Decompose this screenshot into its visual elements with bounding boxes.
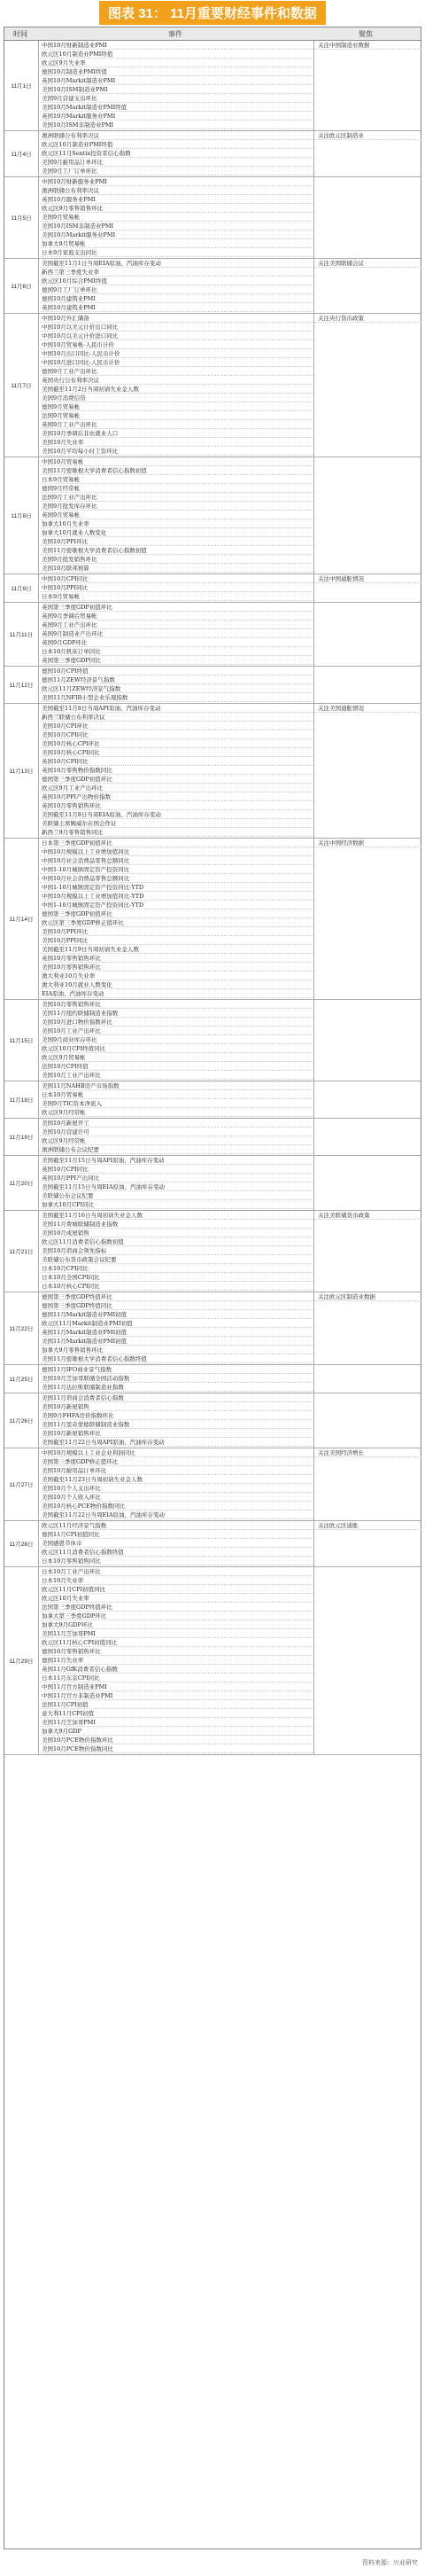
row-events: [38, 603, 313, 665]
event-item: 欧元区10月制造业PMI终值: [38, 50, 313, 59]
event-item: 美国11月纽约联储制造业指数: [38, 1009, 313, 1018]
event-item: 新西兰联储公布利率决议: [38, 713, 313, 722]
event-item: 英国9月季调后贸易帐: [38, 612, 313, 621]
table-row: [4, 177, 421, 259]
row-focus: [313, 1521, 421, 1566]
event-item: 美国截至11月15日当周EIA原油、汽油库存变动: [38, 1183, 313, 1191]
table-row: [4, 839, 421, 1000]
row-date: 11月18日: [4, 1081, 39, 1118]
event-item: 德国11月Markit制造业PMI初值: [38, 1310, 313, 1319]
event-item: 加拿大10月CPI同比: [38, 1200, 313, 1209]
row-events: [38, 1119, 313, 1154]
event-item: 美国9月工厂订单环比: [38, 167, 313, 176]
row-date: 11月7日: [4, 314, 39, 457]
event-item: 德国第三季度GDP终值环比: [38, 1292, 313, 1301]
event-item: 英国央行公布利率决议: [38, 376, 313, 385]
event-item: 中国10月以美元计价出口同比: [38, 323, 313, 332]
title-bar: [0, 0, 425, 25]
event-item: 英国10月服务业PMI: [38, 195, 313, 204]
row-focus: [313, 1211, 421, 1292]
event-item: 美国9月消费信贷: [38, 394, 313, 402]
table-row: [4, 1119, 421, 1156]
row-date: 11月21日: [4, 1211, 39, 1292]
event-item: 中国10月贸易帐: [38, 457, 313, 466]
event-item: 加拿大9月零售销售环比: [38, 1346, 313, 1354]
row-date: 11月5日: [4, 177, 39, 258]
table-header: [4, 27, 421, 41]
table-row: [4, 1081, 421, 1119]
row-focus: [313, 41, 421, 130]
event-item: 英国10月PPI产出同比: [38, 1174, 313, 1183]
row-events: [38, 1365, 313, 1392]
event-item: 美国9月耐用品订单环比: [38, 158, 313, 167]
event-item: 德国11月IFO商业景气指数: [38, 1365, 313, 1374]
row-events: [38, 259, 313, 312]
event-item: 欧元区9月经常帐: [38, 1108, 313, 1117]
event-item: 德国11月失业率: [38, 1656, 313, 1665]
event-item: 日本10月核心CPI同比: [38, 1282, 313, 1291]
row-events: [38, 314, 313, 456]
row-focus: [313, 1292, 421, 1364]
event-item: 美国10月新屋销售: [38, 1402, 313, 1411]
page-title: 图表 31： 11月重要财经事件和数据: [99, 1, 326, 25]
row-focus: [313, 177, 421, 258]
event-item: 美国10月平均每小时工资环比: [38, 447, 313, 456]
table-row: [4, 667, 421, 704]
event-item: 新西兰第三季度失业率: [38, 268, 313, 277]
event-item: 美国11月费城联储制造业指数: [38, 1220, 313, 1229]
event-item: 美联储主席鲍威尔在国会作证: [38, 819, 313, 828]
focus-item: 关注美联储货币政策: [314, 1211, 421, 1220]
row-date: 11月22日: [4, 1292, 39, 1364]
event-item: 加拿大10月失业率: [38, 519, 313, 528]
event-item: 美国10月核心CPI同比: [38, 748, 313, 757]
event-item: 欧元区10月失业率: [38, 1594, 313, 1603]
event-item: 英国10月CPI同比: [38, 757, 313, 766]
event-item: 德国10月零售销售环比: [38, 1647, 313, 1656]
row-events: [38, 1521, 313, 1565]
event-item: 美国10月耐用品订单环比: [38, 1466, 313, 1475]
table-body: [4, 41, 421, 1755]
event-item: 美国10月失业率: [38, 438, 313, 447]
event-item: 意大利11月CPI初值: [38, 1709, 313, 1718]
focus-item: 关注美国经济增长: [314, 1448, 421, 1457]
row-date: 11月26日: [4, 1393, 39, 1448]
event-item: 美国截至11月22日当周EIA原油、汽油库存变动: [38, 1510, 313, 1519]
event-item: 中国10月社会消费品零售总额同比: [38, 874, 313, 883]
event-item: 英国10月Markit服务业PMI: [38, 112, 313, 121]
event-item: 中国11月官方非制造业PMI: [38, 1691, 313, 1700]
event-item: 欧元区9月贸易帐: [38, 1053, 313, 1062]
table-row: [4, 131, 421, 177]
row-date: 11月15日: [4, 1000, 39, 1081]
table-row: [4, 1448, 421, 1521]
event-item: 美国截至11月9日当周初请失业金人数: [38, 945, 313, 954]
event-item: 澳洲联储公布利率决议: [38, 186, 313, 195]
event-item: 英国10月建筑业PMI: [38, 303, 313, 312]
row-date: 11月25日: [4, 1365, 39, 1393]
event-item: 美国11月密歇根大学消费者信心指数终值: [38, 1354, 313, 1363]
event-item: 欧元区11月消费者信心指数初值: [38, 1237, 313, 1246]
event-item: 美国10月ISM制造业PMI: [38, 85, 313, 94]
event-item: 日本10月贸易帐: [38, 1090, 313, 1099]
event-item: 英国9月工业产出环比: [38, 621, 313, 629]
row-events: [38, 1156, 313, 1209]
event-item: 中国1-10月城镇固定资产投资同比: [38, 865, 313, 874]
table-row: [4, 1000, 421, 1081]
event-item: 英国10月CPI同比: [38, 1165, 313, 1174]
event-item: 欧元区9月经常帐: [38, 1136, 313, 1145]
row-events: [38, 1081, 313, 1117]
event-item: 美国10月营建许可: [38, 1128, 313, 1136]
row-focus: [313, 1567, 421, 1754]
event-item: 中国10月进口同比-人民币计价: [38, 358, 313, 367]
event-item: 美国9月TIC资本净流入: [38, 1099, 313, 1108]
event-item: 欧元区9月零售销售环比: [38, 204, 313, 213]
table-row: [4, 41, 421, 131]
event-item: 德国9月工业产出环比: [38, 367, 313, 376]
event-item: 欧元区10月CPI终值同比: [38, 1044, 313, 1053]
event-item: 美国10月零售销售环比: [38, 963, 313, 972]
table-row: [4, 574, 421, 603]
event-item: 美国11月谘商会消费者信心指数: [38, 1393, 313, 1402]
row-focus: [313, 704, 421, 838]
event-item: 美国10月核心CPI环比: [38, 739, 313, 748]
focus-item: 关注中国制造业数据: [314, 41, 421, 50]
row-date: 11月28日: [4, 1521, 39, 1566]
event-item: 美国10月Markit制造业PMI终值: [38, 103, 313, 112]
row-date: 11月8日: [4, 457, 39, 574]
event-item: 美国10月ISM非制造业PMI: [38, 222, 313, 230]
row-date: 11月12日: [4, 667, 39, 703]
event-item: 美国10月Markit服务业PMI: [38, 230, 313, 239]
event-item: 美国截至11月15日当周API原油、汽油库存变动: [38, 1156, 313, 1165]
event-item: 美国9月批发销售环比: [38, 555, 313, 564]
row-focus: [313, 603, 421, 666]
event-item: 日本9月家庭支出同比: [38, 248, 313, 257]
focus-item: 关注欧元区通胀: [314, 1521, 421, 1530]
event-item: 美国11月芝加哥PMI: [38, 1629, 313, 1638]
event-item: 德国第三季度GDP初值环比: [38, 909, 313, 918]
event-item: 美国9月商业库存环比: [38, 1035, 313, 1044]
event-item: 美联储公布货币政策会议纪要: [38, 1255, 313, 1264]
event-item: 中国10月财新制造业PMI: [38, 41, 313, 50]
row-focus: [313, 131, 421, 176]
row-date: 11月13日: [4, 704, 39, 838]
table-row: [4, 314, 421, 457]
event-item: 欧元区10月制造业PMI终值: [38, 140, 313, 149]
event-item: 法国9月贸易帐: [38, 411, 313, 420]
event-item: 美国10月季调后非农就业人口: [38, 429, 313, 438]
event-item: 加拿大9月GDP环比: [38, 1620, 313, 1629]
event-item: 英国第三季度GDP初值环比: [38, 603, 313, 612]
focus-item: 关注美国联储会议: [314, 259, 421, 268]
table-row: [4, 603, 421, 667]
event-item: 德国11月ZEW经济景气指数: [38, 675, 313, 684]
row-events: [38, 839, 313, 998]
event-item: 英国9月制造业产出环比: [38, 629, 313, 638]
row-focus: [313, 314, 421, 457]
event-item: 美联储公布会议纪要: [38, 1191, 313, 1200]
event-item: 日本10月零售销售同比: [38, 1557, 313, 1565]
event-item: 欧元区11月Sentix投资者信心指数: [38, 149, 313, 158]
event-item: 欧元区11月CPI初值同比: [38, 1585, 313, 1594]
event-item: 德国10月制造业PMI终值: [38, 67, 313, 76]
event-item: 英国11月Markit制造业PMI初值: [38, 1328, 313, 1337]
event-item: 美国10月工业产出环比: [38, 1026, 313, 1035]
event-item: 美国11月NAHB房产市场指数: [38, 1081, 313, 1090]
source-note: 资料来源：兴业研究: [362, 2560, 418, 2566]
event-item: 美国11月里奇蒙德联储制造业指数: [38, 1420, 313, 1429]
event-item: 法国10月CPI终值: [38, 1062, 313, 1071]
event-item: 法国11月CPI初值: [38, 1700, 313, 1709]
event-item: 美国11月芝加哥PMI: [38, 1718, 313, 1727]
event-item: 美国10月PCE物价指数环比: [38, 1736, 313, 1745]
event-item: 德国10月CPI终值: [38, 667, 313, 675]
event-item: 澳洲联储公布利率决议: [38, 131, 313, 140]
table-row: [4, 259, 421, 314]
row-focus: [313, 259, 421, 313]
event-item: 美国10月ISM非制造业PMI: [38, 121, 313, 129]
table-row: [4, 1521, 421, 1567]
event-item: 美国10月CPI环比: [38, 722, 313, 730]
row-focus: [313, 1081, 421, 1118]
event-item: 美国10月进口物价指数环比: [38, 1018, 313, 1026]
row-date: 11月27日: [4, 1448, 39, 1520]
event-item: 美国截至11月16日当周初请失业金人数: [38, 1211, 313, 1220]
event-item: 美国截至11月8日当周EIA原油、汽油库存变动: [38, 810, 313, 819]
row-date: 11月19日: [4, 1119, 39, 1155]
event-item: 中国10月社会消费品零售总额同比: [38, 856, 313, 865]
focus-item: 关注美国通胀情况: [314, 704, 421, 713]
row-focus: [313, 457, 421, 574]
event-item: 德国9月工厂订单环比: [38, 285, 313, 294]
event-item: 欧元区9月失业率: [38, 59, 313, 67]
event-item: 德国9月经常帐: [38, 484, 313, 493]
row-date: 11月6日: [4, 259, 39, 313]
event-item: 美国10月个人收入环比: [38, 1493, 313, 1502]
event-item: 日本10月工业产出环比: [38, 1567, 313, 1576]
event-item: 德国第三季度GDP初值环比: [38, 775, 313, 784]
event-item: 中国10月出口同比-人民币计价: [38, 349, 313, 358]
event-item: 中国10月规模以上工业增加值同比: [38, 847, 313, 856]
header-time: 时间: [13, 30, 27, 38]
row-events: [38, 667, 313, 702]
event-item: 加拿大9月贸易帐: [38, 239, 313, 248]
row-events: [38, 704, 313, 837]
row-events: [38, 1211, 313, 1291]
row-events: [38, 457, 313, 573]
row-events: [38, 1567, 313, 1753]
event-item: 欧元区11月ZEW经济景气指数: [38, 684, 313, 693]
event-item: 美国10月芝加哥联储全国活动指数: [38, 1374, 313, 1383]
table-row: [4, 1211, 421, 1292]
table-row: [4, 1393, 421, 1448]
event-item: 美国第三季度GDP修正值环比: [38, 1457, 313, 1466]
focus-item: 关注中国经济数据: [314, 839, 421, 847]
event-item: 中国11月官方制造业PMI: [38, 1682, 313, 1691]
row-events: [38, 574, 313, 601]
event-item: 日本10月机床订单同比: [38, 647, 313, 656]
table-row: [4, 704, 421, 839]
event-item: 美国10月CPI同比: [38, 730, 313, 739]
event-item: 欧元区11月Markit制造业PMI初值: [38, 1319, 313, 1328]
header-focus: 聚焦: [359, 30, 373, 38]
event-item: 英国10月零售销售环比: [38, 954, 313, 963]
event-item: 欧元区10月综合PMI终值: [38, 277, 313, 285]
event-item: 美国10月谘商会领先指标: [38, 1246, 313, 1255]
event-item: 加拿大10月就业人数变化: [38, 528, 313, 537]
row-date: 11月11日: [4, 603, 39, 666]
event-item: 中国10月财新服务业PMI: [38, 177, 313, 186]
event-item: 美国9月营建支出环比: [38, 94, 313, 103]
event-item: 日本10月失业率: [38, 1576, 313, 1585]
row-events: [38, 131, 313, 176]
event-item: 美国截至11月8日当周API原油、汽油库存变动: [38, 704, 313, 713]
event-item: 欧元区11月核心CPI初值同比: [38, 1638, 313, 1647]
row-events: [38, 1292, 313, 1363]
row-events: [38, 1448, 313, 1519]
event-item: 英国10月Markit制造业PMI: [38, 76, 313, 85]
focus-item: 关注央行货币政策: [314, 314, 421, 323]
focus-item: 关注欧元区制造业数据: [314, 1292, 421, 1301]
row-date: 11月1日: [4, 41, 39, 130]
event-item: 美国10月PPI环比: [38, 927, 313, 936]
row-focus: [313, 574, 421, 602]
event-item: 加拿大第三季度GDP环比: [38, 1612, 313, 1620]
event-item: 美国10月PPI环比: [38, 537, 313, 546]
event-item: 中国10月贸易帐-人民币计价: [38, 340, 313, 349]
row-date: 11月4日: [4, 131, 39, 176]
table-row: [4, 1567, 421, 1755]
event-item: 澳大利亚10月就业人数变化: [38, 980, 313, 989]
event-item: 德国11月CPI初值同比: [38, 1530, 313, 1539]
event-item: 美国10月新屋开工: [38, 1119, 313, 1128]
event-item: 加拿大9月GDP: [38, 1727, 313, 1736]
event-item: 中国1-10月城镇固定资产投资同比-YTD: [38, 901, 313, 909]
event-item: 美国11月密歇根大学消费者信心指数初值: [38, 466, 313, 475]
event-item: 日本11月东京CPI同比: [38, 1674, 313, 1682]
event-item: 日本10月全国CPI同比: [38, 1273, 313, 1282]
event-item: 德国9月贸易帐: [38, 402, 313, 411]
event-item: 美国9月贸易帐: [38, 213, 313, 222]
event-item: 美国10月联邦预算: [38, 564, 313, 573]
table-row: [4, 1365, 421, 1393]
event-item: 欧元区第三季度GDP修正值环比: [38, 918, 313, 927]
event-item: 美国10月工业产出环比: [38, 1071, 313, 1080]
event-item: 美国截至11月1日当周EIA原油、汽油库存变动: [38, 259, 313, 268]
event-item: 美国11月达拉斯联储制造业指数: [38, 1383, 313, 1392]
row-focus: [313, 667, 421, 703]
row-focus: [313, 1393, 421, 1448]
event-item: 新西兰9月零售销售同比: [38, 828, 313, 837]
event-item: 美国10月零售销售环比: [38, 1000, 313, 1009]
event-item: 美国11月NFIB小型企业乐观指数: [38, 693, 313, 702]
event-item: 中国10月以美元计价进口同比: [38, 332, 313, 340]
event-item: 美国11月密歇根大学消费者信心指数初值: [38, 546, 313, 555]
event-item: 中国10月外汇储备: [38, 314, 313, 323]
event-item: 美国截至11月23日当周初请失业金人数: [38, 1475, 313, 1484]
table-row: [4, 457, 421, 574]
event-item: 美国感恩节休市: [38, 1539, 313, 1548]
event-item: 中国10月规模以上工业企业利润同比: [38, 1448, 313, 1457]
event-item: 美国10月成屋销售: [38, 1229, 313, 1237]
event-item: 美国截至11月22日当周API原油、汽油库存变动: [38, 1438, 313, 1447]
event-item: 澳洲联储公布会议纪要: [38, 1145, 313, 1154]
header-event: 事件: [168, 30, 182, 38]
event-item: 美国截至11月2日当周初请失业金人数: [38, 385, 313, 394]
row-events: [38, 1393, 313, 1447]
event-item: 美国10月PPI同比: [38, 936, 313, 945]
event-item: 日本9月贸易帐: [38, 592, 313, 601]
event-item: 中国10月规模以上工业增加值同比-YTD: [38, 892, 313, 901]
row-events: [38, 41, 313, 129]
events-table: [4, 27, 421, 2549]
event-item: 英国10月零售物价指数同比: [38, 766, 313, 775]
event-item: 日本10月CPI同比: [38, 1264, 313, 1273]
row-events: [38, 1000, 313, 1080]
event-item: 美国9月FHFA房价指数环比: [38, 1411, 313, 1420]
row-date: 11月20日: [4, 1156, 39, 1210]
event-item: 美国10月PCE物价指数同比: [38, 1745, 313, 1753]
event-item: 德国10月建筑业PMI: [38, 294, 313, 303]
row-date: 11月14日: [4, 839, 39, 999]
event-item: 英国10月PPI产出物价指数: [38, 792, 313, 801]
event-item: 法国9月工业产出环比: [38, 493, 313, 502]
event-item: 欧元区11月消费者信心指数终值: [38, 1548, 313, 1557]
event-item: 美国10月核心PCE物价指数同比: [38, 1502, 313, 1510]
event-item: 美国9月批发库存环比: [38, 502, 313, 511]
event-item: 英国9月GDP环比: [38, 638, 313, 647]
event-item: EIA原油、汽油库存变动: [38, 989, 313, 998]
row-date: 11月9日: [4, 574, 39, 602]
event-item: 英国10月零售销售环比: [38, 801, 313, 810]
row-date: 11月29日: [4, 1567, 39, 1754]
row-focus: [313, 1119, 421, 1155]
event-item: 澳大利亚10月失业率: [38, 972, 313, 980]
row-events: [38, 177, 313, 257]
row-focus: [313, 1365, 421, 1393]
event-item: 法国第三季度GDP终值环比: [38, 1603, 313, 1612]
row-focus: [313, 1448, 421, 1520]
focus-item: 关注欧元区制造业: [314, 131, 421, 140]
event-item: 中国10月PPI同比: [38, 583, 313, 592]
event-item: 美国10月新屋销售环比: [38, 1429, 313, 1438]
event-item: 日本9月贸易帐: [38, 475, 313, 484]
event-item: 中国10月CPI同比: [38, 574, 313, 583]
table-row: [4, 1292, 421, 1365]
focus-item: 关注中国通胀情况: [314, 574, 421, 583]
event-item: 英国11月GfK消费者信心指数: [38, 1665, 313, 1674]
event-item: 日本第三季度GDP初值环比: [38, 839, 313, 847]
event-item: 英国9月工业产出环比: [38, 420, 313, 429]
event-item: 中国1-10月城镇固定资产投资同比-YTD: [38, 883, 313, 892]
row-focus: [313, 1156, 421, 1210]
event-item: 德国第三季度GDP终值同比: [38, 1301, 313, 1310]
table-row: [4, 1156, 421, 1211]
row-focus: [313, 839, 421, 999]
event-item: 英国9月贸易帐: [38, 511, 313, 519]
event-item: 欧元区9月工业产出环比: [38, 784, 313, 792]
event-item: 英国第三季度GDP同比: [38, 656, 313, 665]
event-item: 美国10月个人支出环比: [38, 1484, 313, 1493]
event-item: 美国11月Markit制造业PMI初值: [38, 1337, 313, 1346]
event-item: 欧元区11月经济景气指数: [38, 1521, 313, 1530]
row-focus: [313, 1000, 421, 1081]
